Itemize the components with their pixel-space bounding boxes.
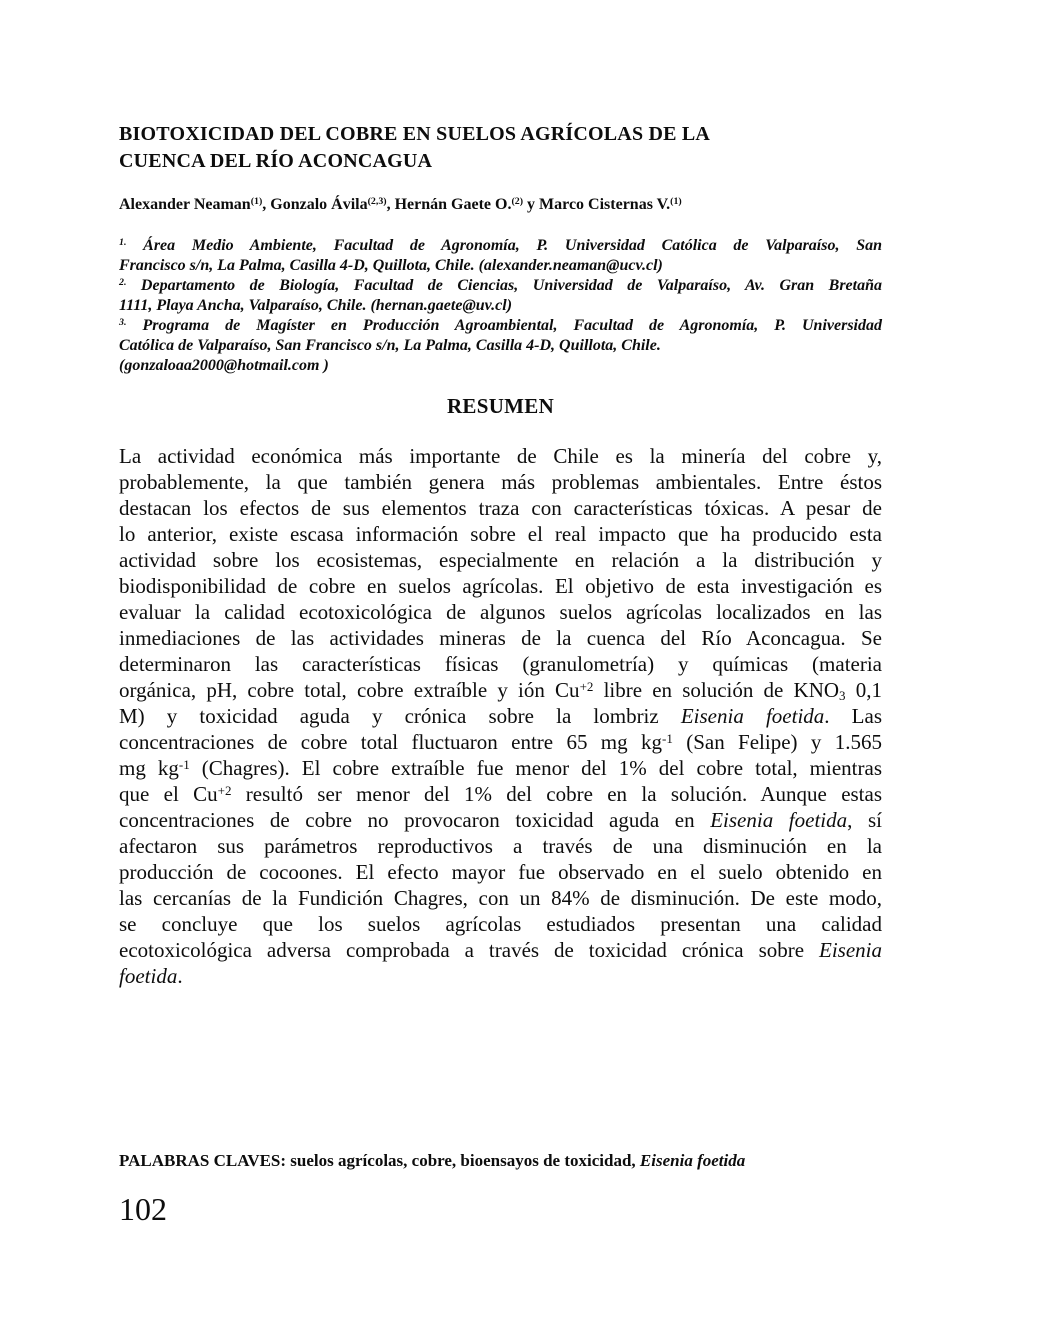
abstract-line [119, 443, 882, 469]
text-run: inmediaciones de las actividades mineras de la cuenca del Río Aconcagua. Se [119, 626, 882, 650]
abstract-line [119, 651, 882, 677]
affiliation-line [119, 256, 882, 276]
text-run: , sí [847, 808, 882, 832]
text-run: 0,1 [845, 678, 882, 702]
abstract-line [119, 963, 882, 989]
affiliation-line: 3. Programa de Magíster en Producción Agroambiental, Facultad de Agronomía, P. Universidad [119, 317, 882, 334]
abstract-paragraph [119, 443, 882, 989]
text-run: se concluye que los suelos agrícolas estudiados presentan una calidad [119, 912, 882, 936]
italic-text: Eisenia foetida [710, 808, 848, 832]
text-run: 1111, Playa Ancha, Valparaíso, Chile. (hernan.gaete@uv.cl) [119, 297, 513, 314]
abstract-line [119, 521, 882, 547]
text-run: resultó ser menor del 1% del cobre en la solución. Aunque estas [231, 782, 883, 806]
italic-text: Eisenia foetida [639, 1151, 746, 1170]
text-run: La actividad económica más importante de Chile es la minería del cobre y, [119, 444, 882, 468]
text-run: Alexander Neaman [119, 196, 251, 213]
text-run: . Las [824, 704, 882, 728]
text-run: (San Felipe) y 1.565 [672, 730, 882, 754]
text-run: (gonzaloaa2000@hotmail.com ) [119, 357, 329, 374]
text-run: (Chagres). El cobre extraíble fue menor del 1% del cobre total, mientras [189, 756, 882, 780]
text-run: afectaron sus parámetros reproductivos a través de una disminución en la [119, 834, 882, 858]
affiliation-line: 2. Departamento de Biología, Facultad de Ciencias, Universidad de Valparaíso, Av. Gran Bretaña [119, 277, 882, 294]
text-run: Francisco s/n, La Palma, Casilla 4-D, Quillota, Chile. (alexander.neaman@ucv.cl) [119, 257, 663, 274]
text-run: . [177, 964, 183, 988]
abstract-line: orgánica, pH, cobre total, cobre extraíble y ión Cu+2 libre en solución de KNO3 0,1 [119, 678, 882, 703]
italic-text: foetida [119, 964, 178, 988]
abstract-line [119, 833, 882, 859]
page-number: 102 [119, 1191, 167, 1227]
text-run: PALABRAS CLAVES: suelos agrícolas, cobre, bioensayos de toxicidad, [119, 1151, 640, 1170]
abstract-line [119, 625, 882, 651]
abstract-line [119, 807, 882, 833]
text-run: concentraciones de cobre no provocaron toxicidad aguda en [119, 808, 711, 832]
keywords-line [119, 1150, 882, 1172]
abstract-line [119, 859, 882, 885]
paper-title-line-2: CUENCA DEL RÍO ACONCAGUA [119, 150, 433, 172]
abstract-line: mg kg-1 (Chagres). El cobre extraíble fue menor del 1% del cobre total, mientras [119, 756, 882, 780]
abstract-line [119, 937, 882, 963]
text-run: , Gonzalo Ávila [262, 196, 368, 213]
affiliation-line [119, 356, 882, 376]
text-run: Área Medio Ambiente, Facultad de Agronomía, P. Universidad Católica de Valparaíso, San [126, 237, 882, 254]
text-run: M) y toxicidad aguda y crónica sobre la lombriz [119, 704, 681, 728]
affiliation-line [119, 336, 882, 356]
text-run: ecotoxicológica adversa comprobada a través de toxicidad crónica sobre [119, 938, 819, 962]
paper-title-line-1: BIOTOXICIDAD DEL COBRE EN SUELOS AGRÍCOLAS DE LA [119, 123, 711, 145]
text-run: probablemente, la que también genera más problemas ambientales. Entre éstos [119, 470, 882, 494]
abstract-line [119, 469, 882, 495]
abstract-line [119, 547, 882, 573]
abstract-line [119, 599, 882, 625]
abstract-line [119, 703, 882, 729]
text-run: Departamento de Biología, Facultad de Ciencias, Universidad de Valparaíso, Av. Gran Bretaña [126, 277, 882, 294]
abstract-line [119, 495, 882, 521]
text-run: biodisponibilidad de cobre en suelos agrícolas. El objetivo de esta investigación es [119, 574, 882, 598]
italic-text: Eisenia [819, 938, 882, 962]
text-run: , Hernán Gaete O. [386, 196, 512, 213]
text-run: lo anterior, existe escasa información sobre el real impacto que ha producido esta [119, 522, 882, 546]
paper-title [119, 121, 882, 175]
affiliation-line [119, 296, 882, 316]
authors-line: Alexander Neaman(1), Gonzalo Ávila(2,3), Hernán Gaete O.(2) y Marco Cisternas V.(1) [119, 196, 682, 213]
italic-text: Eisenia foetida [680, 704, 825, 728]
text-run: evaluar la calidad ecotoxicológica de algunos suelos agrícolas localizados en las [119, 600, 882, 624]
text-run: Católica de Valparaíso, San Francisco s/n, La Palma, Casilla 4-D, Quillota, Chile. [119, 337, 661, 354]
text-run: destacan los efectos de sus elementos traza con características tóxicas. A pesar de [119, 496, 882, 520]
abstract-line: que el Cu+2 resultó ser menor del 1% del cobre en la solución. Aunque estas [119, 782, 883, 806]
text-run: libre en solución de KNO [593, 678, 840, 702]
text-run: actividad sobre los ecosistemas, especialmente en relación a la distribución y [119, 548, 882, 572]
text-run: y Marco Cisternas V. [523, 196, 671, 213]
abstract-line [119, 885, 882, 911]
text-run: determinaron las características físicas (granulometría) y químicas (materia [119, 652, 882, 676]
text-run: orgánica, pH, cobre total, cobre extraíble y ión Cu [119, 678, 580, 702]
abstract-line: concentraciones de cobre total fluctuaron entre 65 mg kg-1 (San Felipe) y 1.565 [119, 730, 882, 754]
abstract-heading: RESUMEN [446, 394, 555, 418]
affiliation-line: 1. Área Medio Ambiente, Facultad de Agronomía, P. Universidad Católica de Valparaíso, San [119, 237, 882, 254]
abstract-line [119, 911, 882, 937]
text-run: mg kg [119, 756, 179, 780]
text-run: Programa de Magíster en Producción Agroambiental, Facultad de Agronomía, P. Universidad [126, 317, 882, 334]
text-run: que el Cu [119, 782, 218, 806]
text-run: las cercanías de la Fundición Chagres, con un 84% de disminución. De este modo, [119, 886, 882, 910]
affiliations-block [119, 236, 882, 376]
text-run: producción de cocoones. El efecto mayor fue observado en el suelo obtenido en [119, 860, 882, 884]
abstract-line [119, 573, 882, 599]
text-run: concentraciones de cobre total fluctuaron entre 65 mg kg [119, 730, 662, 754]
